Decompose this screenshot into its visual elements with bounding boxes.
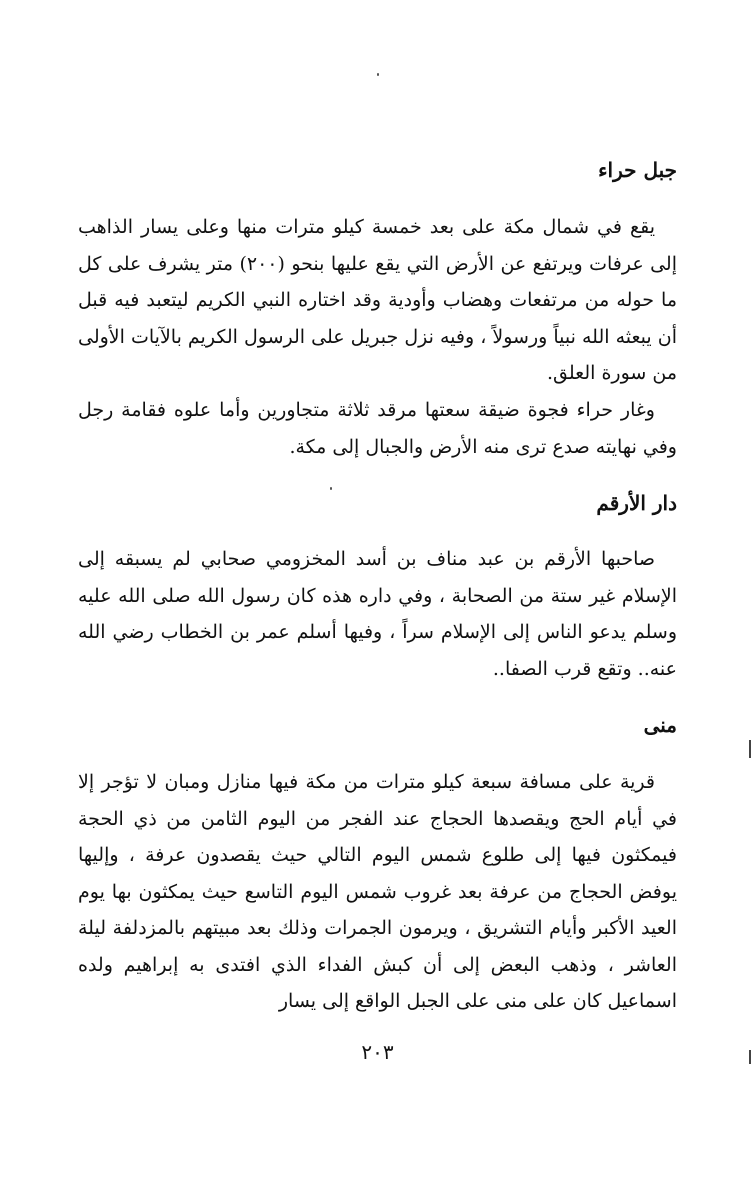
paragraph: وغار حراء فجوة ضيقة سعتها مرقد ثلاثة متجاورين وأما علوه فقامة رجل وفي نهايته صدع ترى منه الأرض والجبال إلى مكة. bbox=[78, 399, 677, 458]
paragraph: قرية على مسافة سبعة كيلو مترات من مكة فيها منازل ومبان لا تؤجر إلا في أيام الحج ويقصدها الحجاج عند الفجر من اليوم الثامن من ذي الحجة فيمكثون فيها إلى طلوع شمس اليوم التالي حيث يقصدون عرفة ، وإليها يوفض الحجاج من عرفة بعد غروب شمس اليوم التاسع حيث يمكثون بها يوم العيد الأكبر وأيام التشريق ، ويرمون الجمرات وذلك بعد مبيتهم بالمزدلفة ليلة العاشر ، وذهب البعض إلى أن كبش الفداء الذي افتدى به إبراهيم ولده اسماعيل كان على منى على الجبل الواقع إلى يسار bbox=[78, 771, 677, 1012]
section-heading-dar-al-arqam: دار الأرقم bbox=[596, 491, 677, 515]
section-body-dar-al-arqam bbox=[78, 541, 677, 687]
paper-speck bbox=[330, 487, 332, 490]
paper-speck bbox=[377, 73, 379, 76]
section-body-jabal-hira bbox=[78, 209, 677, 392]
section-heading-mina: منى bbox=[643, 713, 677, 737]
paragraph: صاحبها الأرقم بن عبد مناف بن أسد المخزومي صحابي لم يسبقه إلى الإسلام غير ستة من الصحابة ، وفي داره هذه كان رسول الله صلى الله عليه وسلم يدعو الناس إلى الإسلام سراً ، وفيها أسلم عمر بن الخطاب رضي الله عنه.. وتقع قرب الصفا.. bbox=[78, 548, 677, 680]
section-heading-jabal-hira: جبل حراء bbox=[598, 158, 677, 182]
page-edge-mark bbox=[749, 740, 751, 758]
section-body-mina bbox=[78, 764, 677, 1020]
paragraph: يقع في شمال مكة على بعد خمسة كيلو مترات منها وعلى يسار الذاهب إلى عرفات ويرتفع عن الأرض التي يقع عليها بنحو (٢٠٠) متر يشرف على كل ما حوله من مرتفعات وهضاب وأودية وقد اختاره النبي الكريم ليتعبد فيه قبل أن يبعثه الله نبياً ورسولاً ، وفيه نزل جبريل على الرسول الكريم بالآيات الأولى من سورة العلق. bbox=[78, 216, 677, 384]
page-number: ٢٠٣ bbox=[361, 1040, 394, 1064]
section-body-ghar-hira bbox=[78, 392, 677, 465]
